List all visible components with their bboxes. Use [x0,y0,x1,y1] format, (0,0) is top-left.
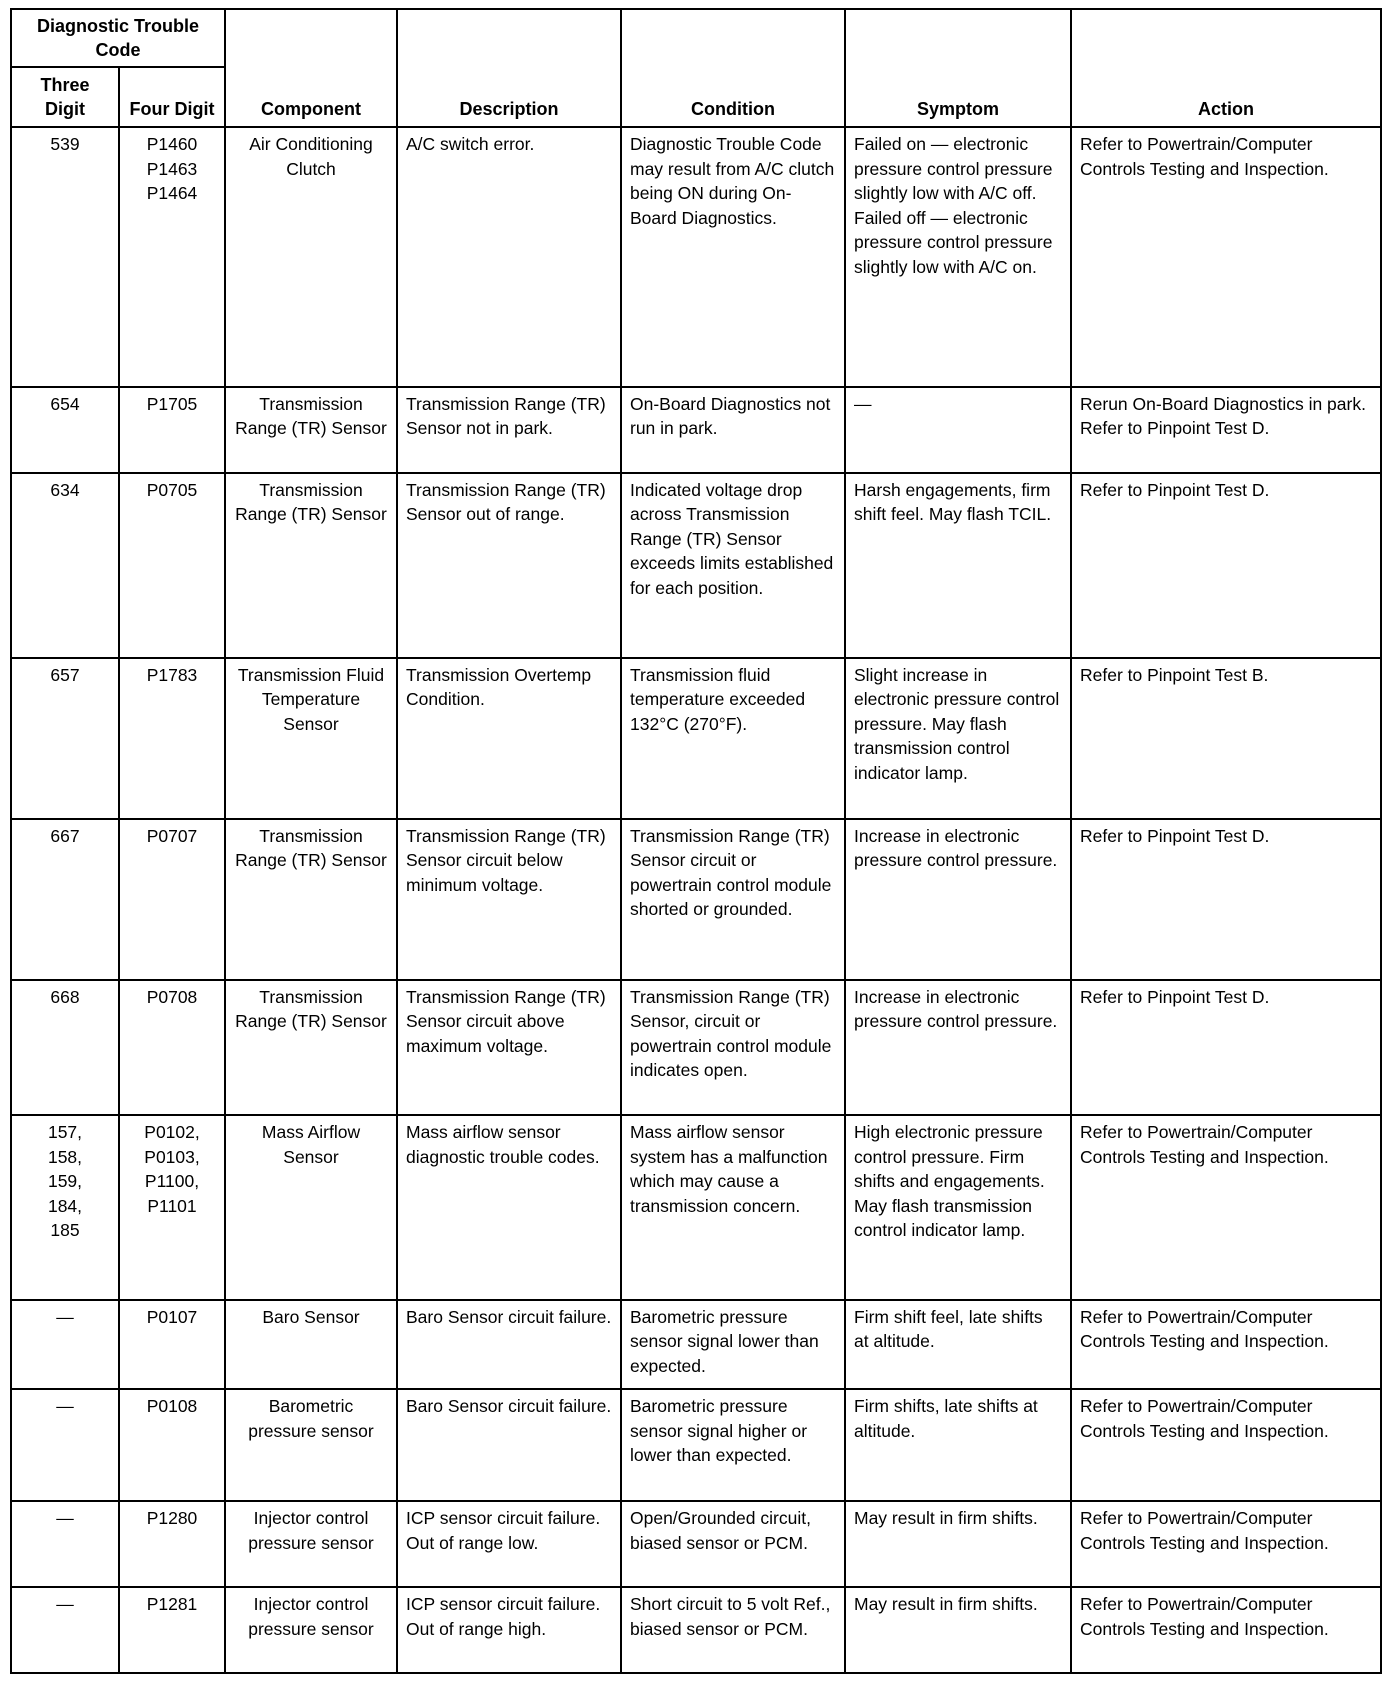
component-cell: Transmission Fluid Temperature Sensor [225,658,397,819]
action-cell: Refer to Powertrain/Computer Controls Testing and Inspection. [1071,1501,1381,1587]
three-digit-code: 657 [50,664,80,685]
three-digit-cell [11,1300,119,1390]
symptom-cell: Firm shift feel, late shifts at altitude. [845,1300,1071,1390]
condition-cell: Short circuit to 5 volt Ref., biased sensor or PCM. [621,1587,845,1673]
condition-cell: Open/Grounded circuit, biased sensor or PCM. [621,1501,845,1587]
three-digit-cell [11,387,119,473]
four-digit-cell [119,980,225,1115]
four-digit-cell [119,387,225,473]
four-digit-code: P1280 [146,1508,198,1529]
action-cell: Refer to Powertrain/Computer Controls Testing and Inspection. [1071,1300,1381,1390]
four-digit-code: P1464 [146,183,198,203]
description-cell: Baro Sensor circuit failure. [397,1300,621,1390]
table-row [11,1115,1381,1300]
three-digit-cell [11,658,119,819]
table-row [11,1300,1381,1390]
four-digit-code: P0108 [146,1396,198,1417]
condition-cell: Transmission Range (TR) Sensor, circuit or powertrain control module indicates open. [621,980,845,1115]
component-cell: Air Conditioning Clutch [225,127,397,387]
description-cell: Transmission Range (TR) Sensor not in park. [397,387,621,473]
header-action: Action [1071,9,1381,127]
dtc-table [10,8,1382,1674]
table-row [11,473,1381,658]
four-digit-cell [119,1115,225,1300]
condition-cell: Barometric pressure sensor signal lower than expected. [621,1300,845,1390]
component-cell: Barometric pressure sensor [225,1389,397,1501]
table-row [11,1587,1381,1673]
four-digit-code: P1100, [144,1171,200,1192]
table-row [11,980,1381,1115]
four-digit-cell [119,819,225,980]
description-cell: Transmission Range (TR) Sensor circuit below minimum voltage. [397,819,621,980]
symptom-cell: — [845,387,1071,473]
four-digit-code: P1460 [146,134,198,154]
three-digit-code: — [56,1396,74,1417]
four-digit-code: P0708 [146,986,198,1007]
four-digit-cell [119,127,225,387]
action-cell: Refer to Powertrain/Computer Controls Testing and Inspection. [1071,1389,1381,1501]
four-digit-cell [119,658,225,819]
four-digit-code: P0705 [146,479,198,500]
three-digit-cell [11,473,119,658]
description-cell: ICP sensor circuit failure. Out of range low. [397,1501,621,1587]
description-cell: Mass airflow sensor diagnostic trouble codes. [397,1115,621,1300]
symptom-cell: May result in firm shifts. [845,1501,1071,1587]
action-cell: Refer to Pinpoint Test D. [1071,819,1381,980]
action-cell: Refer to Pinpoint Test B. [1071,658,1381,819]
three-digit-code: 668 [50,986,80,1007]
table-row [11,387,1381,473]
header-symptom: Symptom [845,9,1071,127]
component-cell: Transmission Range (TR) Sensor [225,473,397,658]
three-digit-code: — [56,1594,74,1614]
three-digit-code: 634 [50,479,80,500]
symptom-cell: Failed on — electronic pressure control pressure slightly low with A/C off. Failed off — electronic pressure control pressure slightly low with A/C on. [845,127,1071,387]
table-row [11,819,1381,980]
three-digit-code: 654 [50,393,80,414]
three-digit-code: 157, [47,1122,83,1143]
description-cell: Transmission Range (TR) Sensor out of range. [397,473,621,658]
three-digit-code: — [56,1306,74,1327]
three-digit-code: 667 [50,825,80,846]
three-digit-cell [11,819,119,980]
symptom-cell: High electronic pressure control pressure. Firm shifts and engagements. May flash transmission control indicator lamp. [845,1115,1071,1300]
action-cell: Refer to Powertrain/Computer Controls Testing and Inspection. [1071,127,1381,387]
header-dtc-group: Diagnostic Trouble Code [11,9,225,67]
three-digit-code: 184, [47,1195,83,1216]
component-cell: Mass Airflow Sensor [225,1115,397,1300]
three-digit-cell [11,980,119,1115]
symptom-cell: May result in firm shifts. [845,1587,1071,1673]
four-digit-cell [119,1587,225,1673]
header-four-digit: Four Digit [119,67,225,127]
condition-cell: Transmission fluid temperature exceeded 132°C (270°F). [621,658,845,819]
four-digit-cell [119,1501,225,1587]
component-cell: Injector control pressure sensor [225,1501,397,1587]
action-cell: Refer to Pinpoint Test D. [1071,980,1381,1115]
three-digit-code: 539 [50,134,80,154]
four-digit-code: P1783 [146,664,198,685]
header-condition: Condition [621,9,845,127]
three-digit-cell [11,1115,119,1300]
three-digit-cell [11,1389,119,1501]
three-digit-cell [11,1501,119,1587]
description-cell: A/C switch error. [397,127,621,387]
three-digit-code: 159, [47,1171,83,1192]
action-cell: Refer to Powertrain/Computer Controls Testing and Inspection. [1071,1115,1381,1300]
table-body [11,127,1381,1673]
table-row [11,127,1381,387]
table-row [11,1501,1381,1587]
action-cell: Refer to Powertrain/Computer Controls Testing and Inspection. [1071,1587,1381,1673]
four-digit-cell [119,1300,225,1390]
description-cell: ICP sensor circuit failure. Out of range high. [397,1587,621,1673]
component-cell: Baro Sensor [225,1300,397,1390]
condition-cell: Diagnostic Trouble Code may result from A/C clutch being ON during On-Board Diagnostics. [621,127,845,387]
symptom-cell: Increase in electronic pressure control pressure. [845,980,1071,1115]
four-digit-code: P1281 [146,1594,198,1614]
condition-cell: Mass airflow sensor system has a malfunction which may cause a transmission concern. [621,1115,845,1300]
four-digit-cell [119,473,225,658]
three-digit-code: 158, [47,1146,83,1167]
description-cell: Transmission Range (TR) Sensor circuit above maximum voltage. [397,980,621,1115]
symptom-cell: Harsh engagements, firm shift feel. May flash TCIL. [845,473,1071,658]
three-digit-cell [11,1587,119,1673]
description-cell: Transmission Overtemp Condition. [397,658,621,819]
four-digit-code: P1101 [147,1195,197,1216]
table-row [11,1389,1381,1501]
symptom-cell: Firm shifts, late shifts at altitude. [845,1389,1071,1501]
four-digit-code: P0102, [144,1122,200,1143]
four-digit-code: P1705 [146,393,198,414]
four-digit-code: P0107 [146,1306,198,1327]
description-cell: Baro Sensor circuit failure. [397,1389,621,1501]
header-description: Description [397,9,621,127]
symptom-cell: Increase in electronic pressure control pressure. [845,819,1071,980]
header-three-digit: Three Digit [11,67,119,127]
condition-cell: On-Board Diagnostics not run in park. [621,387,845,473]
four-digit-code: P1463 [146,158,198,179]
action-cell: Rerun On-Board Diagnostics in park. Refer to Pinpoint Test D. [1071,387,1381,473]
table-header [11,9,1381,127]
table-row [11,658,1381,819]
component-cell: Transmission Range (TR) Sensor [225,980,397,1115]
four-digit-code: P0707 [146,825,198,846]
component-cell: Transmission Range (TR) Sensor [225,819,397,980]
component-cell: Injector control pressure sensor [225,1587,397,1673]
condition-cell: Indicated voltage drop across Transmission Range (TR) Sensor exceeds limits established for each position. [621,473,845,658]
header-component: Component [225,9,397,127]
three-digit-code: 185 [50,1220,80,1241]
three-digit-cell [11,127,119,387]
action-cell: Refer to Pinpoint Test D. [1071,473,1381,658]
condition-cell: Barometric pressure sensor signal higher or lower than expected. [621,1389,845,1501]
four-digit-code: P0103, [144,1146,200,1167]
four-digit-cell [119,1389,225,1501]
component-cell: Transmission Range (TR) Sensor [225,387,397,473]
symptom-cell: Slight increase in electronic pressure control pressure. May flash transmission control indicator lamp. [845,658,1071,819]
condition-cell: Transmission Range (TR) Sensor circuit or powertrain control module shorted or grounded. [621,819,845,980]
three-digit-code: — [56,1508,74,1529]
